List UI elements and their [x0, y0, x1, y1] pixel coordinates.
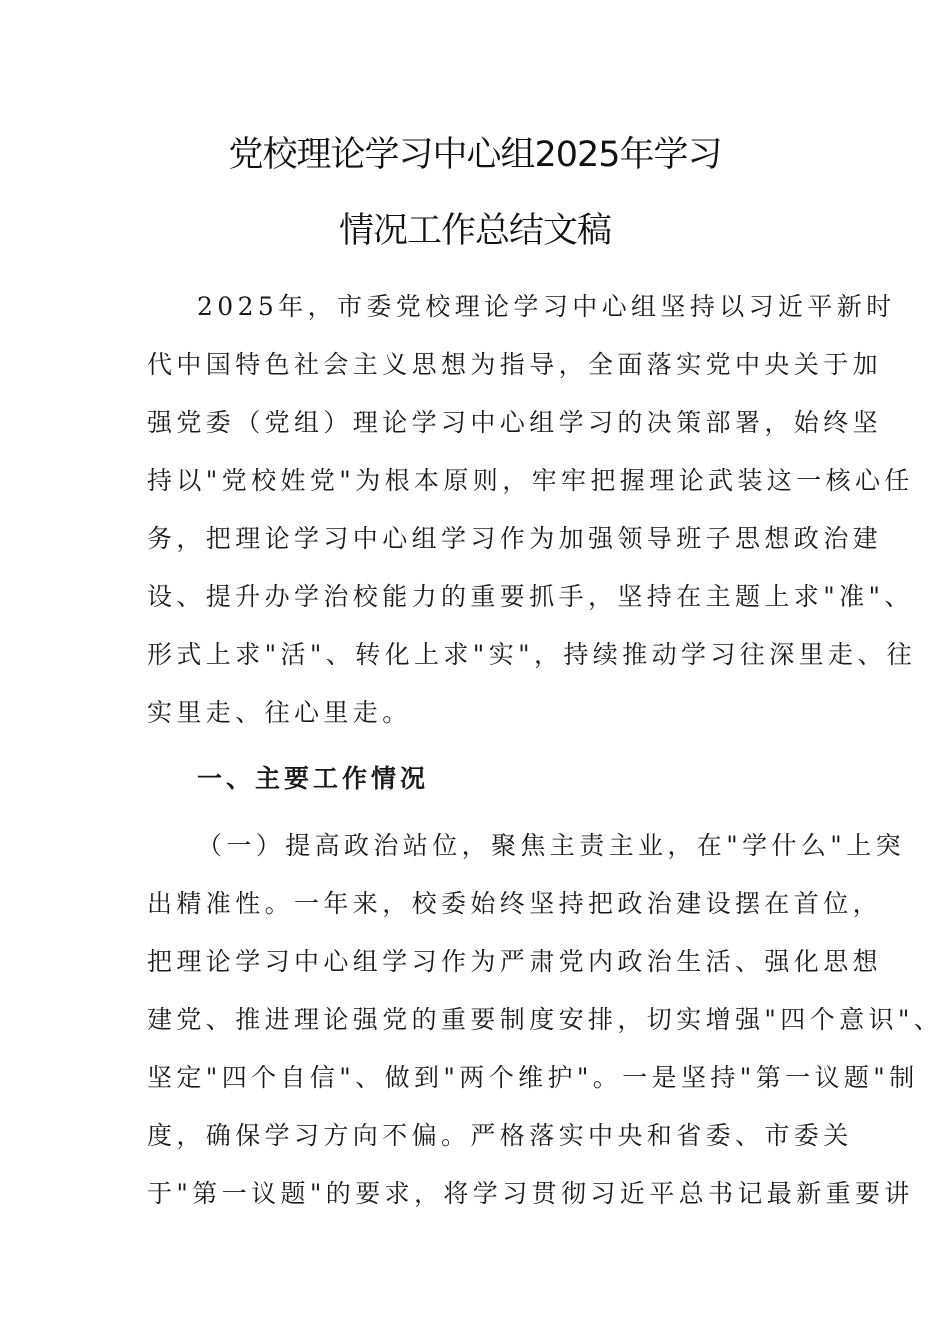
paragraph-1-line: 2025年，市委党校理论学习中心组坚持以习近平新时	[197, 292, 896, 321]
section-heading: 一、主要工作情况	[197, 764, 430, 793]
paragraph-2-line: 把理论学习中心组学习作为严肃党内政治生活、强化思想	[147, 947, 883, 976]
document-title-line-1: 党校理论学习中心组2025年学习	[228, 135, 722, 175]
paragraph-2-line: 度，确保学习方向不偏。严格落实中央和省委、市委关	[147, 1121, 853, 1150]
paragraph-1-line: 形式上求"活"、转化上求"实"，持续推动学习往深里走、往	[147, 640, 917, 669]
paragraph-2-line: （一）提高政治站位，聚焦主责主业，在"学什么"上突	[197, 831, 905, 860]
paragraph-1-line: 设、提升办学治校能力的重要抓手，坚持在主题上求"准"、	[147, 582, 914, 611]
paragraph-1-line: 持以"党校姓党"为根本原则，牢牢把握理论武装这一核心任	[147, 466, 914, 495]
paragraph-1-line: 代中国特色社会主义思想为指导，全面落实党中央关于加	[147, 350, 883, 379]
paragraph-2-line: 于"第一议题"的要求，将学习贯彻习近平总书记最新重要讲	[147, 1179, 914, 1208]
paragraph-2-line: 坚定"四个自信"、做到"两个维护"。一是坚持"第一议题"制	[147, 1063, 919, 1092]
paragraph-1-line: 实里走、往心里走。	[147, 698, 412, 727]
paragraph-2-line: 出精准性。一年来，校委始终坚持把政治建设摆在首位，	[147, 889, 883, 918]
paragraph-1-line: 强党委（党组）理论学习中心组学习的决策部署，始终坚	[147, 408, 883, 437]
paragraph-2-line: 建党、推进理论强党的重要制度安排，切实增强"四个意识"、	[147, 1005, 944, 1034]
document-title-line-2: 情况工作总结文稿	[338, 211, 611, 251]
paragraph-1-line: 务，把理论学习中心组学习作为加强领导班子思想政治建	[147, 524, 883, 553]
